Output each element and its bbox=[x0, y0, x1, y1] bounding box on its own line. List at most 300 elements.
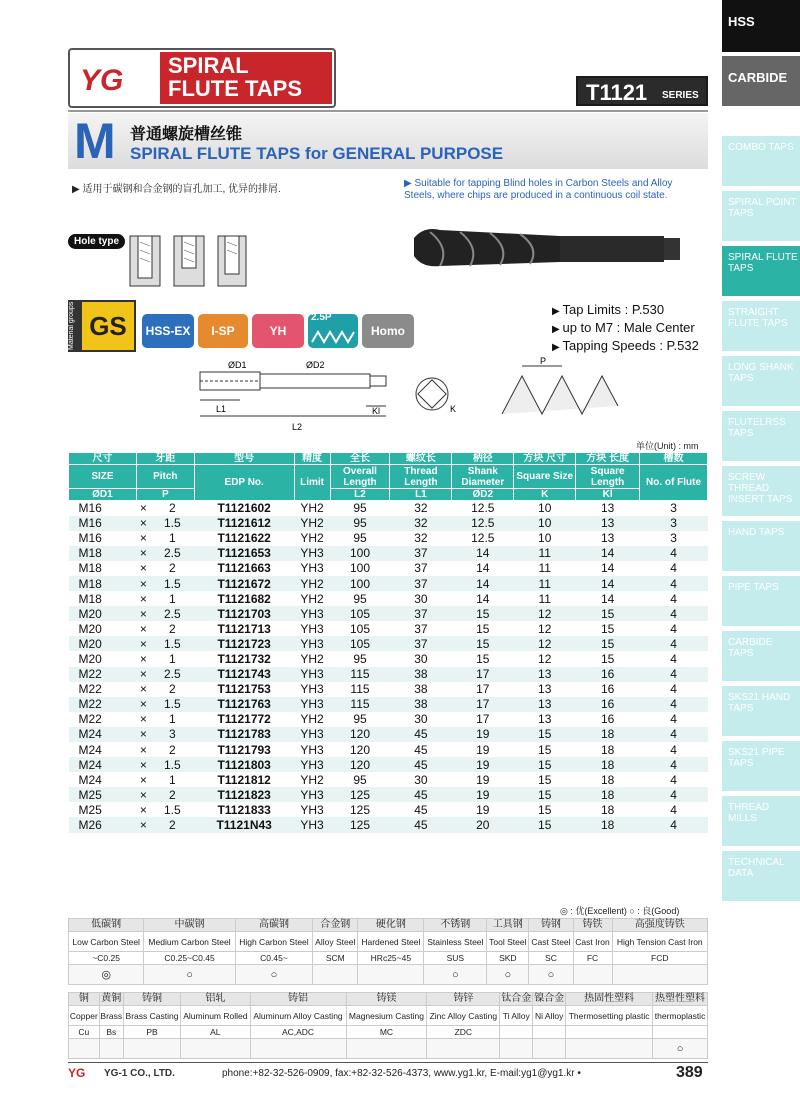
table-cell: 3 bbox=[640, 516, 708, 531]
material-table-2 bbox=[68, 992, 708, 1059]
table-cell: T1121723 bbox=[194, 636, 294, 651]
table-cell: 18 bbox=[576, 772, 640, 787]
header-thread: Thread Length bbox=[390, 465, 452, 489]
table-cell: 4 bbox=[640, 546, 708, 561]
table-cell: 4 bbox=[640, 802, 708, 817]
table-row bbox=[69, 772, 708, 787]
table-cell: 4 bbox=[640, 757, 708, 772]
side-tab-spiral-point-taps[interactable]: SPIRAL POINT TAPS bbox=[722, 191, 800, 241]
table-cell: 2 bbox=[150, 742, 194, 757]
table-cell: 15 bbox=[452, 636, 514, 651]
table-cell: 4 bbox=[640, 772, 708, 787]
side-tab-carbide[interactable]: CARBIDE bbox=[722, 56, 800, 106]
side-tab-carbide-taps[interactable]: CARBIDE TAPS bbox=[722, 631, 800, 681]
table-cell: 100 bbox=[330, 576, 390, 591]
table-cell: M24 bbox=[69, 742, 137, 757]
table-cell: 37 bbox=[390, 636, 452, 651]
title-line-2: FLUTE TAPS bbox=[168, 76, 303, 101]
svg-text:P: P bbox=[540, 356, 547, 366]
material-en: Stainless Steel bbox=[424, 932, 487, 952]
material-en: Brass Casting bbox=[123, 1006, 180, 1026]
material-rating bbox=[358, 965, 424, 985]
subtitle-en: SPIRAL FLUTE TAPS for GENERAL PURPOSE bbox=[130, 144, 504, 163]
material-rating: ○ bbox=[653, 1039, 708, 1059]
material-code: FC bbox=[573, 952, 612, 965]
table-cell: 100 bbox=[330, 561, 390, 576]
table-cell: YH3 bbox=[294, 606, 330, 621]
table-cell: YH2 bbox=[294, 591, 330, 606]
table-cell: 2 bbox=[150, 561, 194, 576]
table-cell: T1121653 bbox=[194, 546, 294, 561]
table-cell: 12 bbox=[514, 651, 576, 666]
thread-profile-drawing bbox=[500, 356, 620, 420]
table-cell: T1121743 bbox=[194, 667, 294, 682]
table-cell: 14 bbox=[576, 576, 640, 591]
material-en: Brass bbox=[99, 1006, 123, 1026]
table-cell: 13 bbox=[514, 667, 576, 682]
table-row bbox=[69, 501, 708, 516]
table-cell: 4 bbox=[640, 606, 708, 621]
material-en: Aluminum Rolled bbox=[181, 1006, 250, 1026]
table-cell: 13 bbox=[514, 682, 576, 697]
table-cell: 45 bbox=[390, 787, 452, 802]
table-cell: 37 bbox=[390, 546, 452, 561]
badge-hss-ex: HSS-EX bbox=[142, 314, 194, 348]
table-cell: 37 bbox=[390, 576, 452, 591]
series-word: SERIES bbox=[662, 90, 699, 101]
table-cell: 4 bbox=[640, 636, 708, 651]
table-cell: YH3 bbox=[294, 667, 330, 682]
description-cn: ▶ 适用于碳钢和合金钢的盲孔加工, 优异的排屑. bbox=[72, 184, 281, 195]
table-cell: 4 bbox=[640, 742, 708, 757]
table-cell: YH2 bbox=[294, 772, 330, 787]
material-cn: 中碳钢 bbox=[144, 919, 235, 932]
table-cell: 2.5 bbox=[150, 546, 194, 561]
table-cell: 18 bbox=[576, 757, 640, 772]
table-cell: 17 bbox=[452, 712, 514, 727]
table-cell: M22 bbox=[69, 697, 137, 712]
svg-text:K: K bbox=[450, 404, 457, 414]
reference-links bbox=[552, 302, 699, 356]
material-en: High Carbon Steel bbox=[235, 932, 312, 952]
material-rating bbox=[346, 1039, 427, 1059]
table-cell: 4 bbox=[640, 787, 708, 802]
table-cell: 32 bbox=[390, 501, 452, 516]
link-tapping-speeds[interactable]: ▶ Tapping Speeds : P.532 bbox=[552, 338, 699, 356]
material-en: Magnesium Casting bbox=[346, 1006, 427, 1026]
table-cell: M22 bbox=[69, 712, 137, 727]
table-cell: YH2 bbox=[294, 712, 330, 727]
table-cell: × bbox=[136, 576, 150, 591]
header-cn-overall: 全长 bbox=[330, 453, 390, 465]
table-cell: 95 bbox=[330, 591, 390, 606]
subtitle-cn: 普通螺旋槽丝锥 bbox=[130, 126, 243, 143]
table-cell: 15 bbox=[514, 787, 576, 802]
material-cn: 钛合金 bbox=[501, 993, 532, 1004]
table-cell: 14 bbox=[452, 591, 514, 606]
table-cell: YH3 bbox=[294, 621, 330, 636]
table-cell: 45 bbox=[390, 742, 452, 757]
table-cell: 38 bbox=[390, 682, 452, 697]
table-row bbox=[69, 787, 708, 802]
material-code: ~C0.25 bbox=[69, 952, 144, 965]
badge-i-sp: I-SP bbox=[198, 314, 248, 348]
material-cn: 铸铝 bbox=[250, 993, 346, 1006]
table-cell: 14 bbox=[576, 591, 640, 606]
table-cell: T1121703 bbox=[194, 606, 294, 621]
table-cell: 4 bbox=[640, 817, 708, 832]
side-tab-screw-thread-insert-taps[interactable]: SCREW THREAD INSERT TAPS bbox=[722, 466, 800, 516]
table-cell: YH3 bbox=[294, 817, 330, 832]
table-cell: × bbox=[136, 712, 150, 727]
header-cn-shank: 柄径 bbox=[452, 453, 514, 465]
table-cell: 13 bbox=[576, 516, 640, 531]
table-cell: 1.5 bbox=[150, 636, 194, 651]
svg-text:L1: L1 bbox=[216, 404, 227, 414]
table-row bbox=[69, 561, 708, 576]
table-cell: 10 bbox=[514, 501, 576, 516]
table-cell: 125 bbox=[330, 802, 390, 817]
table-cell: YH2 bbox=[294, 576, 330, 591]
side-tab-flutelrss-taps[interactable]: FLUTELRSS TAPS bbox=[722, 411, 800, 461]
table-cell: 18 bbox=[576, 817, 640, 832]
side-tab-sks21-pipe-taps[interactable]: SKS21 PIPE TAPS bbox=[722, 741, 800, 791]
table-cell: 2 bbox=[150, 682, 194, 697]
table-cell: × bbox=[136, 697, 150, 712]
table-row bbox=[69, 636, 708, 651]
table-cell: 12 bbox=[514, 636, 576, 651]
table-cell: M25 bbox=[69, 787, 137, 802]
table-cell: 1 bbox=[150, 651, 194, 666]
table-cell: M18 bbox=[69, 576, 137, 591]
table-cell: 13 bbox=[576, 531, 640, 546]
table-cell: 1.5 bbox=[150, 576, 194, 591]
side-tab-thread-mills[interactable]: THREAD MILLS bbox=[722, 796, 800, 846]
table-cell: 105 bbox=[330, 636, 390, 651]
material-cn: 黄铜 bbox=[99, 993, 123, 1006]
table-cell: 95 bbox=[330, 712, 390, 727]
side-tab-long-shank-taps[interactable]: LONG SHANK TAPS bbox=[722, 356, 800, 406]
table-cell: T1121823 bbox=[194, 787, 294, 802]
table-cell: 105 bbox=[330, 621, 390, 636]
table-cell: 38 bbox=[390, 697, 452, 712]
table-cell: 95 bbox=[330, 516, 390, 531]
material-cn: 热塑性塑料 bbox=[653, 993, 708, 1006]
table-cell: 15 bbox=[576, 606, 640, 621]
table-cell: 16 bbox=[576, 712, 640, 727]
material-rating bbox=[313, 965, 358, 985]
table-cell: M16 bbox=[69, 516, 137, 531]
table-cell: T1121812 bbox=[194, 772, 294, 787]
material-cn: 合金钢 bbox=[313, 919, 358, 932]
table-cell: 20 bbox=[452, 817, 514, 832]
material-code: ZDC bbox=[427, 1026, 500, 1039]
svg-text:ØD1: ØD1 bbox=[228, 360, 247, 370]
material-en: Alloy Steel bbox=[313, 932, 358, 952]
table-cell: 15 bbox=[576, 651, 640, 666]
table-cell: M20 bbox=[69, 651, 137, 666]
table-cell: 14 bbox=[452, 576, 514, 591]
header-cn-pitch: 牙距 bbox=[136, 453, 194, 465]
table-cell: T1121622 bbox=[194, 531, 294, 546]
table-cell: T1121672 bbox=[194, 576, 294, 591]
table-row bbox=[69, 546, 708, 561]
table-cell: 2 bbox=[150, 787, 194, 802]
spec-table bbox=[68, 452, 708, 833]
table-cell: 4 bbox=[640, 682, 708, 697]
material-code bbox=[500, 1026, 533, 1039]
table-cell: 18 bbox=[576, 727, 640, 742]
square-section-drawing bbox=[410, 372, 470, 422]
table-cell: M20 bbox=[69, 621, 137, 636]
rating-legend: ◎ : 优(Excellent) ○ : 良(Good) bbox=[560, 906, 680, 916]
table-cell: 120 bbox=[330, 757, 390, 772]
material-cn: 高强度铸铁 bbox=[612, 919, 707, 932]
material-en: thermoplastic bbox=[653, 1006, 708, 1026]
material-rating bbox=[69, 1039, 100, 1059]
table-cell: 15 bbox=[576, 621, 640, 636]
table-cell: YH3 bbox=[294, 561, 330, 576]
table-cell: T1121602 bbox=[194, 501, 294, 516]
material-rating bbox=[500, 1039, 533, 1059]
table-cell: M18 bbox=[69, 561, 137, 576]
table-cell: × bbox=[136, 516, 150, 531]
material-code bbox=[653, 1026, 708, 1039]
material-en: Medium Carbon Steel bbox=[144, 932, 235, 952]
table-cell: M22 bbox=[69, 682, 137, 697]
table-cell: 14 bbox=[452, 546, 514, 561]
table-cell: × bbox=[136, 727, 150, 742]
table-cell: 4 bbox=[640, 712, 708, 727]
table-cell: 10 bbox=[514, 531, 576, 546]
material-rating: ○ bbox=[144, 965, 235, 985]
material-cn: 铸铜 bbox=[123, 993, 180, 1006]
table-cell: 95 bbox=[330, 651, 390, 666]
table-row bbox=[69, 651, 708, 666]
material-cn: 铝轧 bbox=[181, 993, 250, 1006]
table-cell: 12 bbox=[514, 606, 576, 621]
material-code: HRc25~45 bbox=[358, 952, 424, 965]
table-cell: T1121713 bbox=[194, 621, 294, 636]
table-cell: 1 bbox=[150, 772, 194, 787]
material-en: Low Carbon Steel bbox=[69, 932, 144, 952]
table-cell: 4 bbox=[640, 591, 708, 606]
table-cell: YH3 bbox=[294, 742, 330, 757]
table-cell: 3 bbox=[640, 501, 708, 516]
table-cell: 11 bbox=[514, 561, 576, 576]
table-row bbox=[69, 712, 708, 727]
material-en: Tool Steel bbox=[487, 932, 529, 952]
material-rating bbox=[181, 1039, 250, 1059]
table-cell: 15 bbox=[514, 757, 576, 772]
table-cell: M20 bbox=[69, 636, 137, 651]
side-tab-straight-flute-taps[interactable]: STRAIGHT FLUTE TAPS bbox=[722, 301, 800, 351]
table-cell: 1.5 bbox=[150, 802, 194, 817]
side-tab-hss[interactable]: HSS bbox=[722, 0, 800, 52]
header-cn-size: 尺寸 bbox=[69, 453, 137, 465]
table-cell: 30 bbox=[390, 772, 452, 787]
material-en: Hardened Steel bbox=[358, 932, 424, 952]
table-cell: 19 bbox=[452, 742, 514, 757]
table-cell: × bbox=[136, 682, 150, 697]
material-en: Ti Alloy bbox=[500, 1006, 533, 1026]
table-cell: 30 bbox=[390, 651, 452, 666]
material-cn: 铸铁 bbox=[573, 919, 612, 932]
material-rating: ○ bbox=[529, 965, 573, 985]
header-shank: Shank Diameter bbox=[452, 465, 514, 489]
table-cell: 15 bbox=[514, 802, 576, 817]
side-tab-combo-taps[interactable]: COMBO TAPS bbox=[722, 136, 800, 186]
table-cell: 4 bbox=[640, 561, 708, 576]
header-flute: No. of Flute bbox=[640, 465, 708, 501]
table-cell: 15 bbox=[452, 621, 514, 636]
table-cell: × bbox=[136, 651, 150, 666]
table-cell: 4 bbox=[640, 697, 708, 712]
table-cell: T1121663 bbox=[194, 561, 294, 576]
material-code: SC bbox=[529, 952, 573, 965]
table-cell: YH3 bbox=[294, 802, 330, 817]
svg-text:ØD2: ØD2 bbox=[306, 360, 325, 370]
table-cell: 32 bbox=[390, 531, 452, 546]
page-title bbox=[168, 54, 302, 100]
table-cell: 37 bbox=[390, 561, 452, 576]
table-cell: 16 bbox=[576, 682, 640, 697]
header-overall: Overall Length bbox=[330, 465, 390, 489]
table-cell: 19 bbox=[452, 802, 514, 817]
table-row bbox=[69, 802, 708, 817]
material-cn: 不锈钢 bbox=[424, 919, 487, 932]
side-tab-technical-data[interactable]: TECHNICAL DATA bbox=[722, 851, 800, 901]
table-cell: × bbox=[136, 621, 150, 636]
material-en: Thermosetting plastic bbox=[566, 1006, 653, 1026]
material-code: FCD bbox=[612, 952, 707, 965]
header-cn-thread: 螺纹长 bbox=[390, 453, 452, 465]
description-en: ▶ Suitable for tapping Blind holes in Carbon Steels and Alloy Steels, where chips are produced in a continuous coil state. bbox=[404, 178, 673, 201]
table-cell: T1121772 bbox=[194, 712, 294, 727]
table-cell: 1.5 bbox=[150, 757, 194, 772]
table-cell: × bbox=[136, 742, 150, 757]
table-cell: 18 bbox=[576, 742, 640, 757]
material-en: Cast Steel bbox=[529, 932, 573, 952]
link-tap-limits[interactable]: ▶ Tap Limits : P.530 bbox=[552, 302, 699, 320]
material-code: C0.25~C0.45 bbox=[144, 952, 235, 965]
table-cell: 11 bbox=[514, 591, 576, 606]
table-cell: × bbox=[136, 802, 150, 817]
material-groups-label: Material groups bbox=[68, 300, 80, 352]
table-cell: 12.5 bbox=[452, 501, 514, 516]
table-cell: 11 bbox=[514, 576, 576, 591]
badge-yh: YH bbox=[252, 314, 304, 348]
table-cell: T1121N43 bbox=[194, 817, 294, 832]
table-cell: × bbox=[136, 531, 150, 546]
table-cell: M18 bbox=[69, 546, 137, 561]
table-cell: 105 bbox=[330, 606, 390, 621]
table-cell: × bbox=[136, 787, 150, 802]
link-male-center[interactable]: ▶ up to M7 : Male Center bbox=[552, 320, 699, 338]
footer-logo: YG bbox=[68, 1066, 86, 1080]
table-cell: 95 bbox=[330, 531, 390, 546]
table-cell: × bbox=[136, 772, 150, 787]
table-cell: T1121763 bbox=[194, 697, 294, 712]
table-cell: YH3 bbox=[294, 682, 330, 697]
side-tab-sks21-hand-taps[interactable]: SKS21 HAND TAPS bbox=[722, 686, 800, 736]
material-code: AC,ADC bbox=[250, 1026, 346, 1039]
table-cell: T1121783 bbox=[194, 727, 294, 742]
material-code: SUS bbox=[424, 952, 487, 965]
table-cell: 15 bbox=[514, 772, 576, 787]
table-cell: YH2 bbox=[294, 516, 330, 531]
table-cell: 3 bbox=[150, 727, 194, 742]
table-cell: YH3 bbox=[294, 757, 330, 772]
header-cn-square-length: 方块 长度 bbox=[576, 453, 640, 465]
table-cell: 45 bbox=[390, 727, 452, 742]
tap-image bbox=[410, 218, 682, 276]
material-en: Ni Alloy bbox=[533, 1006, 566, 1026]
table-cell: 15 bbox=[514, 817, 576, 832]
unit-label: 单位(Unit) : mm bbox=[636, 441, 699, 451]
material-code: C0.45~ bbox=[235, 952, 312, 965]
material-code: Bs bbox=[99, 1026, 123, 1039]
table-cell: M25 bbox=[69, 802, 137, 817]
material-group-badge: GS bbox=[80, 300, 136, 352]
side-tab-spiral-flute-taps[interactable]: SPIRAL FLUTE TAPS bbox=[722, 246, 800, 296]
table-cell: YH2 bbox=[294, 651, 330, 666]
svg-text:L2: L2 bbox=[292, 422, 303, 432]
table-cell: 17 bbox=[452, 697, 514, 712]
material-cn: 铸锌 bbox=[427, 993, 500, 1006]
table-row bbox=[69, 682, 708, 697]
header-limit: Limit bbox=[294, 465, 330, 501]
table-cell: YH3 bbox=[294, 636, 330, 651]
table-row bbox=[69, 576, 708, 591]
table-cell: M24 bbox=[69, 757, 137, 772]
table-cell: 14 bbox=[576, 546, 640, 561]
table-cell: 125 bbox=[330, 817, 390, 832]
table-cell: 13 bbox=[576, 501, 640, 516]
table-cell: 30 bbox=[390, 712, 452, 727]
hole-type-label: Hole type bbox=[68, 234, 125, 249]
material-en: High Tension Cast Iron bbox=[612, 932, 707, 952]
side-tab-pipe-taps[interactable]: PIPE TAPS bbox=[722, 576, 800, 626]
table-cell: 3 bbox=[640, 531, 708, 546]
table-cell: YH3 bbox=[294, 787, 330, 802]
side-tab-hand-taps[interactable]: HAND TAPS bbox=[722, 521, 800, 571]
table-cell: 95 bbox=[330, 772, 390, 787]
table-cell: T1121612 bbox=[194, 516, 294, 531]
table-cell: 38 bbox=[390, 667, 452, 682]
table-cell: M24 bbox=[69, 772, 137, 787]
material-en: Cast Iron bbox=[573, 932, 612, 952]
badge-homo: Homo bbox=[362, 314, 414, 348]
table-cell: 4 bbox=[640, 621, 708, 636]
table-cell: 115 bbox=[330, 682, 390, 697]
table-row bbox=[69, 531, 708, 546]
table-cell: 2 bbox=[150, 621, 194, 636]
table-cell: 15 bbox=[514, 742, 576, 757]
table-row bbox=[69, 727, 708, 742]
svg-text:Kl: Kl bbox=[372, 406, 381, 416]
material-cn: 铸镁 bbox=[346, 993, 427, 1006]
table-cell: 18 bbox=[576, 787, 640, 802]
table-cell: 1.5 bbox=[150, 516, 194, 531]
table-cell: 4 bbox=[640, 651, 708, 666]
table-cell: × bbox=[136, 591, 150, 606]
table-cell: 2.5 bbox=[150, 606, 194, 621]
footer-contact: phone:+82-32-526-0909, fax:+82-32-526-4373, www.yg1.kr, E-mail:yg1@yg1.kr • bbox=[222, 1068, 581, 1079]
material-code bbox=[533, 1026, 566, 1039]
table-cell: 115 bbox=[330, 667, 390, 682]
table-cell: 19 bbox=[452, 757, 514, 772]
